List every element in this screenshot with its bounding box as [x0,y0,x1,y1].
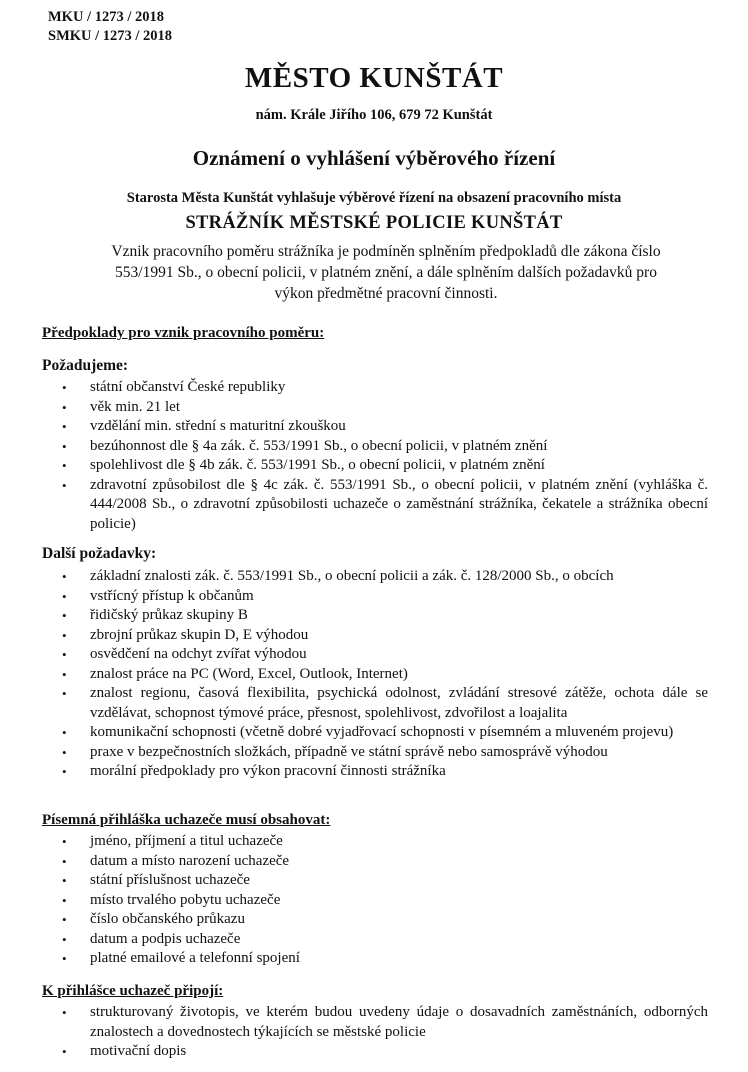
list-item [0,567,748,587]
intro-paragraph: Vznik pracovního poměru strážníka je podmíněn splněním předpokladů dle zákona číslo 553/1991 Sb., o obecní policii, v platném znění, a dále splněním dalších požadavků pro výkon předmětné pracovní činnosti. [111,243,661,302]
bullet-icon: • [62,686,67,701]
list-item [0,437,748,457]
list-item [0,930,748,950]
reference-numbers [48,8,172,46]
bullet-icon: • [62,834,67,849]
list-item-text: strukturovaný životopis, ve kterém budou uvedeny údaje o dosavadních zaměstnáních, odborných znalostech a dovednostech týkajících se městské policie [90,1004,708,1040]
bullet-icon: • [62,438,67,454]
bullet-icon: • [62,399,67,415]
list-item [0,398,748,418]
list-item-text: datum a podpis uchazeče [90,930,241,947]
list-item [0,476,748,535]
list-item-text: řidičský průkaz skupiny B [90,607,248,623]
list-item-text: místo trvalého pobytu uchazeče [90,891,281,908]
bullet-icon: • [62,951,67,966]
subheading-other: Další požadavky: [42,545,157,562]
list-item [0,606,748,626]
bullet-icon: • [62,419,67,434]
list-item [0,1042,748,1062]
list-item-text: praxe v bezpečnostních složkách, případně ve státní správě nebo samosprávě výhodou [90,743,608,760]
bullet-icon: • [62,853,67,869]
reference-number: SMKU / 1273 / 2018 [48,28,173,44]
subheading-required: Požadujeme: [42,357,129,374]
bullet-icon: • [62,931,67,947]
list-item-text: zdravotní způsobilost dle § 4c zák. č. 553/1991 Sb., o obecní policii, v platném znění (vyhláška č. 444/2008 Sb., o zdravotní způsobilosti uchazeče o zaměstnání strážníka, čekatele a strážníka obecní policie) [90,476,708,532]
list-item [0,832,748,852]
list-item-text: znalost práce na PC (Word, Excel, Outlook, Internet) [90,665,408,682]
list-item-text: spolehlivost dle § 4b zák. č. 553/1991 Sb., o obecní policii, v platném znění [90,457,545,473]
list-item-text: číslo občanského průkazu [90,911,245,927]
list-item [0,378,748,398]
address: nám. Krále Jiřího 106, 679 72 Kunštát [255,107,493,123]
list-item-text: jméno, příjmení a titul uchazeče [90,833,283,849]
list-item [0,910,748,930]
document-title: MĚSTO KUNŠTÁT [244,62,504,94]
application-contents-list [0,832,748,969]
list-item [0,587,748,607]
list-item-text: státní občanství České republiky [90,379,286,395]
bullet-icon: • [62,873,67,888]
position-title: STRÁŽNÍK MĚSTSKÉ POLICIE KUNŠTÁT [185,213,563,233]
list-item-text: vzdělání min. střední s maturitní zkouškou [90,418,346,434]
bullet-icon: • [62,569,67,584]
list-item [0,645,748,665]
list-item [0,762,748,782]
list-item [0,852,748,872]
section-heading-attachments: K přihlášce uchazeč připojí: [42,983,224,999]
other-requirements-list [0,567,748,782]
bullet-icon: • [62,627,67,643]
list-item [0,743,748,763]
list-item-text: základní znalosti zák. č. 553/1991 Sb., o obecní policii a zák. č. 128/2000 Sb., o obcích [90,568,614,584]
bullet-icon: • [62,477,67,493]
list-item [0,417,748,437]
bullet-icon: • [62,647,67,662]
bullet-icon: • [62,892,67,908]
bullet-icon: • [62,764,67,779]
bullet-icon: • [62,666,67,682]
list-item-text: zbrojní průkaz skupin D, E výhodou [90,626,309,643]
list-item-text: znalost regionu, časová flexibilita, psychická odolnost, zvládání stresové zátěže, ochota dále se vzdělávat, schopnost týmové práce, přesnost, spolehlivost, zdvořilost a loajalita [90,685,708,721]
list-item [0,456,748,476]
bullet-icon: • [62,458,67,473]
announcement-subline: Starosta Města Kunštát vyhlašuje výběrové řízení na obsazení pracovního místa [126,190,622,206]
list-item-text: věk min. 21 let [90,398,180,415]
bullet-icon: • [62,1005,67,1020]
list-item [0,949,748,969]
required-list [0,378,748,534]
list-item [0,665,748,685]
list-item-text: motivační dopis [90,1043,187,1059]
list-item [0,626,748,646]
bullet-icon: • [62,608,67,623]
section-heading-application: Písemná přihláška uchazeče musí obsahovat: [42,812,331,828]
list-item-text: vstřícný přístup k občanům [90,587,254,604]
list-item [0,891,748,911]
bullet-icon: • [62,912,67,927]
list-item-text: státní příslušnost uchazeče [90,872,250,888]
bullet-icon: • [62,588,67,604]
list-item-text: datum a místo narození uchazeče [90,852,290,869]
list-item [0,723,748,743]
announcement-heading: Oznámení o vyhlášení výběrového řízení [192,146,556,170]
list-item [0,871,748,891]
list-item-text: platné emailové a telefonní spojení [90,950,300,966]
bullet-icon: • [62,725,67,740]
list-item-text: komunikační schopnosti (včetně dobré vyjadřovací schopnosti v písemném a mluveném projevu) [90,724,674,740]
bullet-icon: • [62,380,67,395]
list-item [0,684,748,723]
attachments-list [0,1003,748,1062]
section-heading-prerequisites: Předpoklady pro vznik pracovního poměru: [42,325,325,341]
list-item-text: morální předpoklady pro výkon pracovní činnosti strážníka [90,763,446,779]
reference-number: MKU / 1273 / 2018 [48,9,164,25]
bullet-icon: • [62,1044,67,1059]
bullet-icon: • [62,744,67,760]
list-item [0,1003,748,1042]
list-item-text: bezúhonnost dle § 4a zák. č. 553/1991 Sb., o obecní policii, v platném znění [90,437,548,454]
list-item-text: osvědčení na odchyt zvířat výhodou [90,646,307,662]
